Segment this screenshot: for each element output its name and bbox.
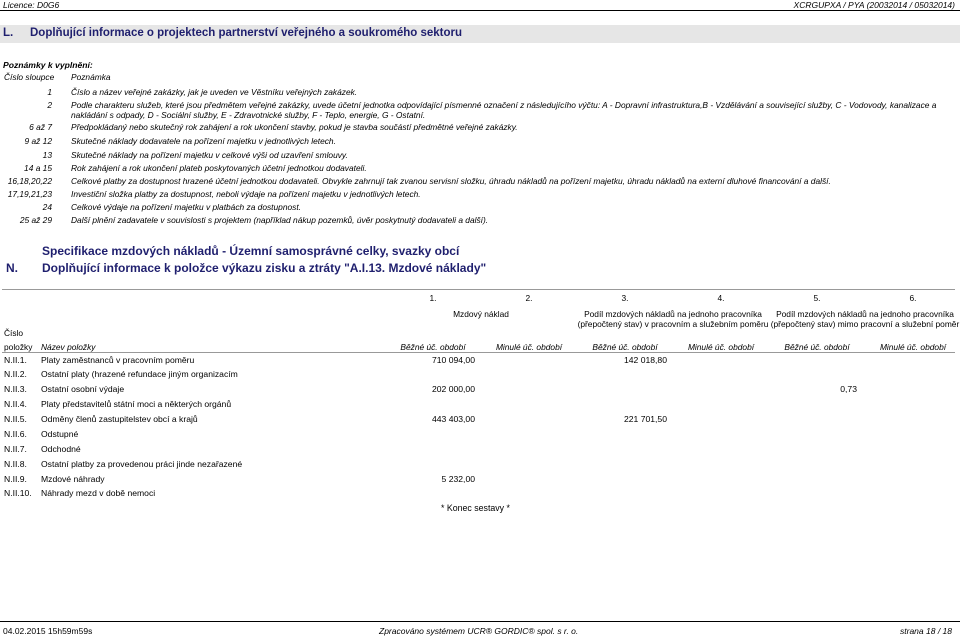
end-of-report: * Konec sestavy * <box>441 503 510 513</box>
notes-note-header: Poznámka <box>71 72 111 82</box>
col-number: 6. <box>909 293 917 303</box>
table-row: N.II.3. Ostatní osobní výdaje 202 000,00 0,73 <box>4 384 857 394</box>
period-header: Běžné úč. období <box>400 342 466 352</box>
section-title: Doplňující informace o projektech partnerství veřejného a soukromého sektoru <box>30 27 462 39</box>
table-row: N.II.1. Platy zaměstnanců v pracovním poměru 710 094,00 142 018,80 <box>4 355 667 365</box>
footer-date: 04.02.2015 15h59m59s <box>3 626 93 636</box>
table-header-line <box>2 352 955 353</box>
section-n-subtitle: Specifikace mzdových nákladů - Územní samosprávné celky, svazky obcí <box>42 244 460 258</box>
table-row: N.II.8. Ostatní platby za provedenou práci jinde nezařazené <box>4 459 243 469</box>
col-number: 5. <box>813 293 821 303</box>
table-row: N.II.9. Mzdové náhrady 5 232,00 <box>4 474 475 484</box>
col-number: 3. <box>621 293 629 303</box>
table-row: N.II.7. Odchodné <box>4 444 81 454</box>
col-number: 1. <box>429 293 437 303</box>
section-n-title: Doplňující informace k položce výkazu zisku a ztráty "A.I.13. Mzdové náklady" <box>42 261 487 275</box>
notes-col-header: Číslo sloupce <box>4 72 55 82</box>
table-top-line <box>2 289 955 290</box>
polozky-header: položky <box>4 342 33 352</box>
table-row: N.II.10. Náhrady mezd v době nemoci <box>4 488 156 498</box>
table-row: N.II.4. Platy představitelů státní moci a některých orgánů <box>4 399 232 409</box>
nazev-header: Název položky <box>41 342 96 352</box>
footer-line <box>0 621 960 622</box>
cislo-header: Číslo <box>4 328 24 338</box>
report-id: XCRGUPXA / PYA (20032014 / 05032014) <box>793 0 955 10</box>
table-row: N.II.5. Odměny členů zastupitelstev obcí a krajů 443 403,00 221 701,50 <box>4 414 667 424</box>
section-letter: L. <box>3 27 14 39</box>
period-header: Minulé úč. období <box>495 342 563 352</box>
table-row: N.II.6. Odstupné <box>4 429 79 439</box>
footer-system: Zpracováno systémem UCR® GORDIC® spol. s r. o. <box>379 626 579 636</box>
period-header: Běžné úč. období <box>784 342 850 352</box>
col-number: 4. <box>717 293 725 303</box>
period-header: Minulé úč. období <box>687 342 755 352</box>
section-n-letter: N. <box>6 261 18 275</box>
col-number: 2. <box>525 293 533 303</box>
top-bar <box>0 0 960 11</box>
group-header: Podíl mzdových nákladů na jednoho pracovníka (přepočtený stav) v pracovním a služebním poměru <box>577 309 769 329</box>
table-row: N.II.2. Ostatní platy (hrazené refundace jiným organizacím <box>4 369 238 379</box>
notes-title: Poznámky k vyplnění: <box>3 60 93 70</box>
section-l-header <box>0 25 960 43</box>
period-header: Minulé úč. období <box>879 342 947 352</box>
licence-text: Licence: D0G6 <box>3 0 60 10</box>
footer-page: strana 18 / 18 <box>900 626 952 636</box>
group-header: Mzdový náklad <box>453 309 509 319</box>
period-header: Běžné úč. období <box>592 342 658 352</box>
group-header: Podíl mzdových nákladů na jednoho pracovníka (přepočtený stav) mimo pracovní a služební poměr <box>770 309 960 329</box>
